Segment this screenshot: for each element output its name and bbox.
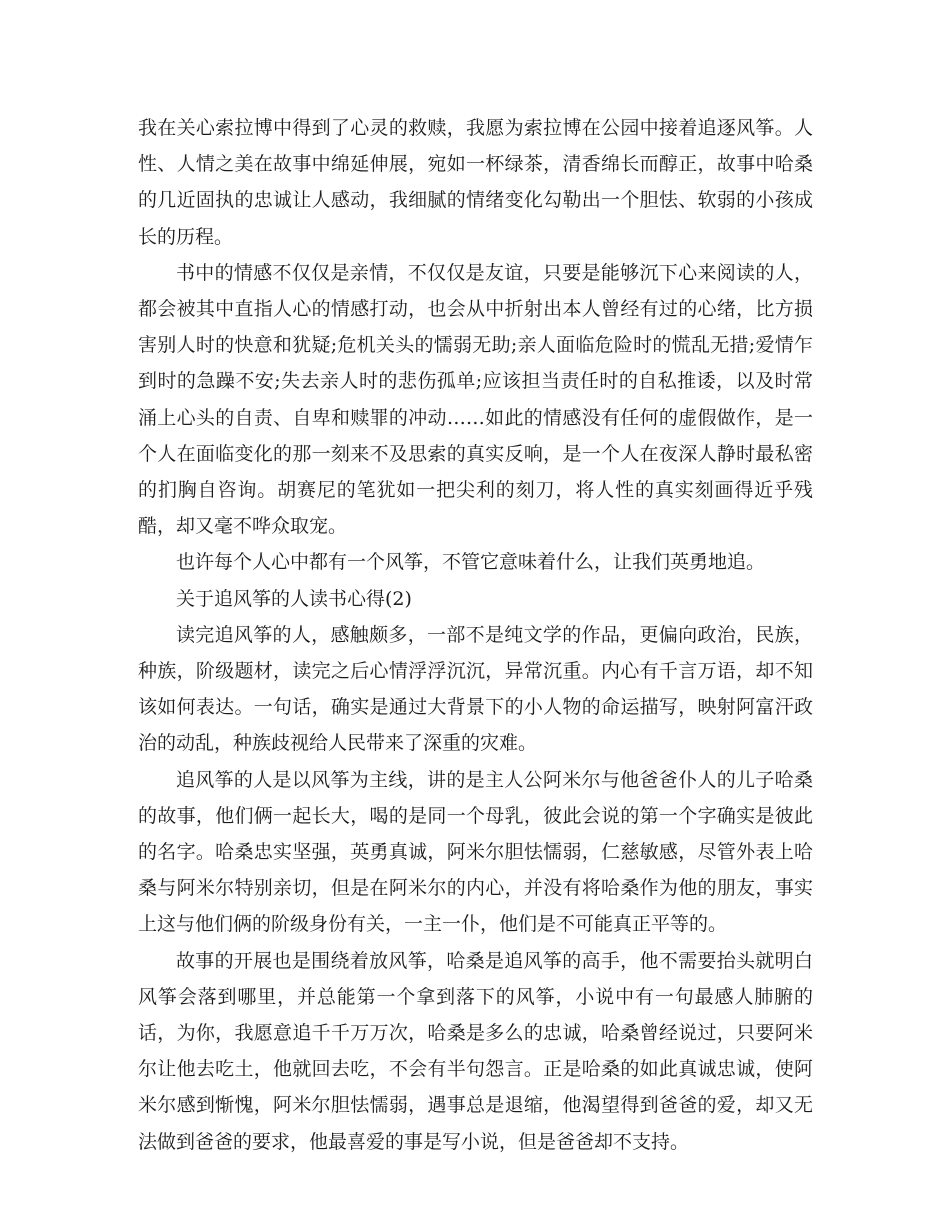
paragraph-2: 书中的情感不仅仅是亲情，不仅仅是友谊，只要是能够沉下心来阅读的人，都会被其中直指人心的情感打动，也会从中折射出本人曾经有过的心绪，比方损害别人时的快意和犹疑;危机关头的懦弱无助;亲人面临危险时的慌乱无措;爱情乍到时的急躁不安;失去亲人时的悲伤孤单;应该担当责任时的自私推诿，以及时常涌上心头的自责、自卑和赎罪的冲动……如此的情感没有任何的虚假做作，是一个人在面临变化的那一刻来不及思索的真实反响，是一个人在夜深人静时最私密的扪胸自咨询。胡赛尼的笔犹如一把尖利的刻刀，将人性的真实刻画得近乎残酷，却又毫不哗众取宠。 xyxy=(138,261,813,538)
section-paragraph-1: 读完追风筝的人，感触颇多，一部不是纯文学的作品，更偏向政治，民族，种族，阶级题材，读完之后心情浮浮沉沉，异常沉重。内心有千言万语，却不知该如何表达。一句话，确实是通过大背景下的小人物的命运描写，映射阿富汗政治的动乱，种族歧视给人民带来了深重的灾难。 xyxy=(138,623,813,755)
paragraph-3: 也许每个人心中都有一个风筝，不管它意味着什么，让我们英勇地追。 xyxy=(176,551,766,574)
document-body xyxy=(138,110,813,1160)
section-heading: 关于追风筝的人读书心得(2) xyxy=(176,587,412,610)
section-paragraph-3: 故事的开展也是围绕着放风筝，哈桑是追风筝的高手，他不需要抬头就明白风筝会落到哪里，并总能第一个拿到落下的风筝，小说中有一句最感人肺腑的话，为你，我愿意追千千万万次，哈桑是多么的忠诚，哈桑曾经说过，只要阿米尔让他去吃土，他就回去吃，不会有半句怨言。正是哈桑的如此真诚忠诚，使阿米尔感到惭愧，阿米尔胆怯懦弱，遇事总是退缩，他渴望得到爸爸的爱，却又无法做到爸爸的要求，他最喜爱的事是写小说，但是爸爸却不支持。 xyxy=(138,949,813,1153)
section-paragraph-2: 追风筝的人是以风筝为主线，讲的是主人公阿米尔与他爸爸仆人的儿子哈桑的故事，他们俩一起长大，喝的是同一个母乳，彼此会说的第一个字确实是彼此的名字。哈桑忠实坚强，英勇真诚，阿米尔胆怯懦弱，仁慈敏感，尽管外表上哈桑与阿米尔特别亲切，但是在阿米尔的内心，并没有将哈桑作为他的朋友，事实上这与他们俩的阶级身份有关，一主一仆，他们是不可能真正平等的。 xyxy=(138,768,813,936)
paragraph-1: 我在关心索拉博中得到了心灵的救赎，我愿为索拉博在公园中接着追逐风筝。人性、人情之美在故事中绵延伸展，宛如一杯绿茶，清香绵长而醇正，故事中哈桑的几近固执的忠诚让人感动，我细腻的情绪变化勾勒出一个胆怯、软弱的小孩成长的历程。 xyxy=(138,117,813,248)
